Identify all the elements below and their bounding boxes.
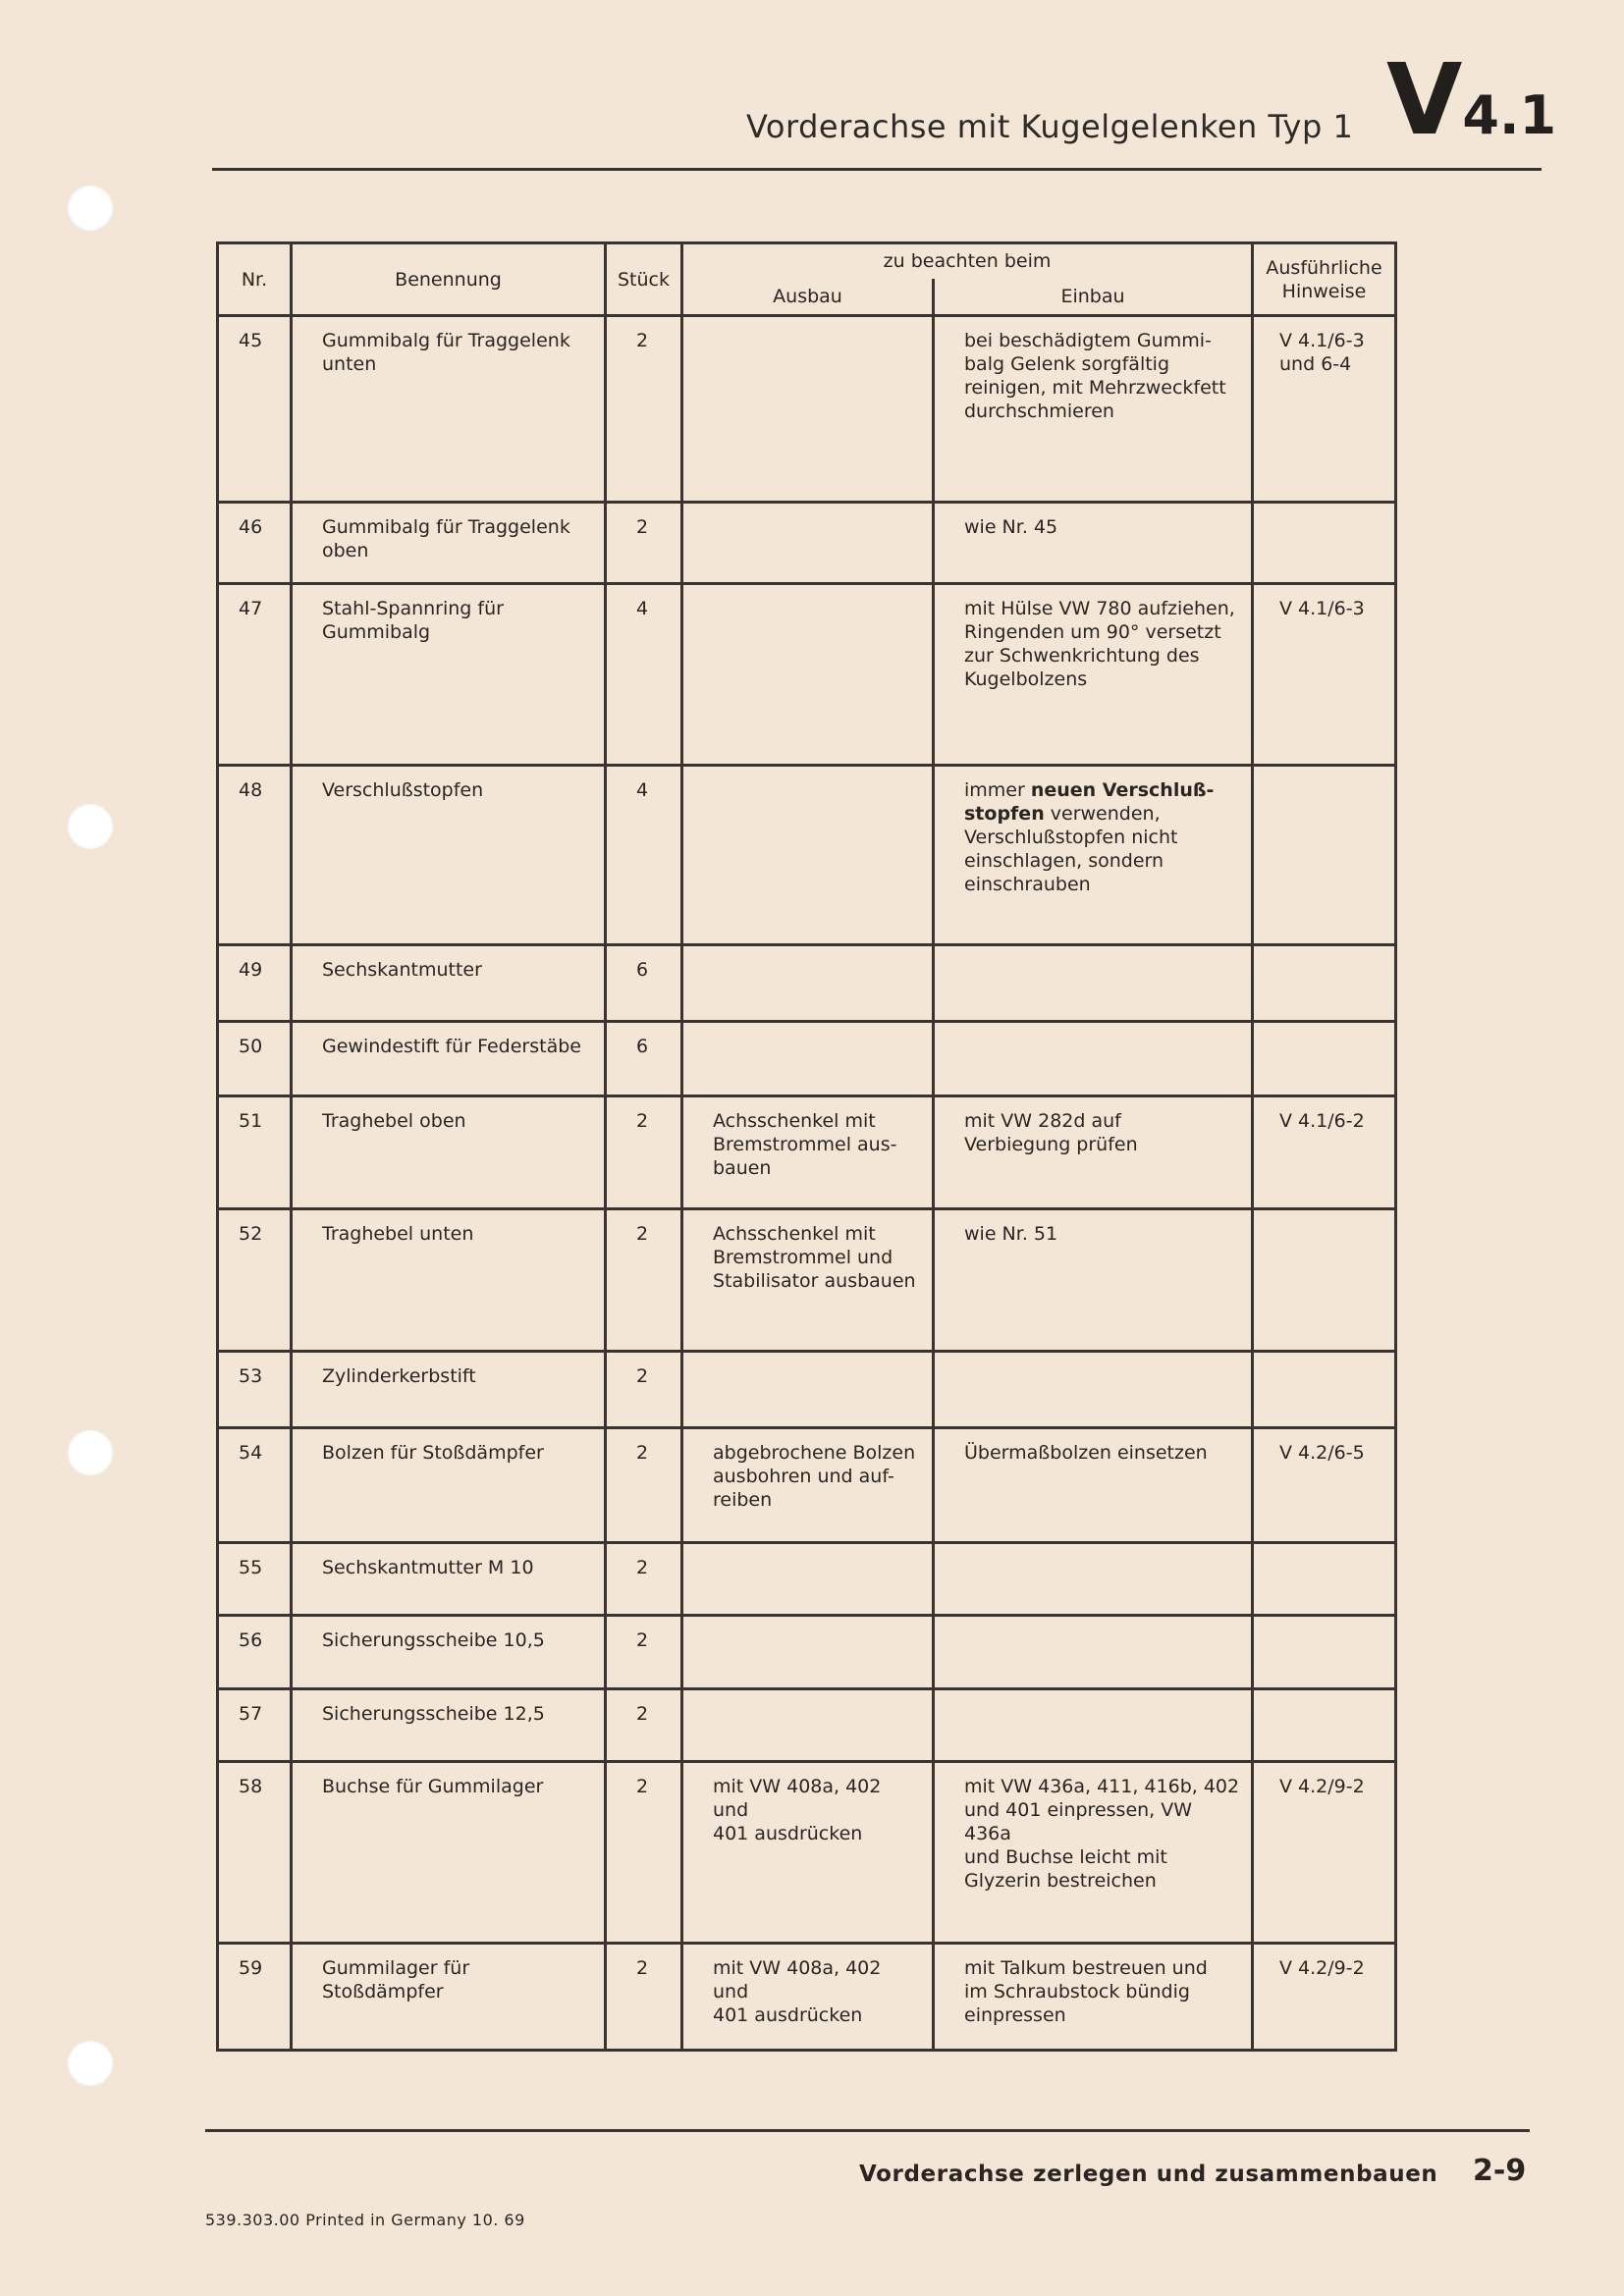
hinweise-cell: V 4.1/6-3 xyxy=(1253,584,1396,766)
nr-cell: 47 xyxy=(218,584,292,766)
header-stueck: Stück xyxy=(606,243,682,316)
benennung-cell: Buchse für Gummilager xyxy=(292,1762,606,1944)
hinweise-cell xyxy=(1253,1209,1396,1352)
benennung-cell: Gummibalg für Traggelenk unten xyxy=(292,316,606,503)
stueck-cell: 2 xyxy=(606,1689,682,1762)
stueck-cell: 2 xyxy=(606,503,682,584)
einbau-cell xyxy=(934,1616,1253,1689)
einbau-cell: mit VW 436a, 411, 416b, 402 und 401 einpressen, VW 436a und Buchse leicht mit Glyzerin bestreichen xyxy=(934,1762,1253,1944)
benennung-cell: Stahl-Spannring für Gummibalg xyxy=(292,584,606,766)
header-einbau: Einbau xyxy=(934,279,1253,316)
ausbau-cell xyxy=(682,1689,934,1762)
nr-cell: 45 xyxy=(218,316,292,503)
einbau-cell: mit Hülse VW 780 aufziehen, Ringenden um 90° versetzt zur Schwenkrichtung des Kugelbolzens xyxy=(934,584,1253,766)
stueck-cell: 6 xyxy=(606,945,682,1022)
nr-cell: 50 xyxy=(218,1022,292,1096)
stueck-cell: 4 xyxy=(606,766,682,945)
hinweise-cell: V 4.1/6-2 xyxy=(1253,1096,1396,1209)
stueck-cell: 2 xyxy=(606,1616,682,1689)
ausbau-cell xyxy=(682,584,934,766)
ausbau-cell xyxy=(682,1543,934,1616)
badge-number: 4.1 xyxy=(1462,84,1557,146)
ausbau-cell: Achsschenkel mit Bremstrommel und Stabilisator ausbauen xyxy=(682,1209,934,1352)
benennung-cell: Sechskantmutter xyxy=(292,945,606,1022)
stueck-cell: 2 xyxy=(606,1209,682,1352)
table-row xyxy=(218,584,1396,766)
nr-cell: 49 xyxy=(218,945,292,1022)
benennung-cell: Sicherungsscheibe 12,5 xyxy=(292,1689,606,1762)
benennung-cell: Gummibalg für Traggelenk oben xyxy=(292,503,606,584)
ausbau-cell xyxy=(682,503,934,584)
nr-cell: 55 xyxy=(218,1543,292,1616)
hinweise-cell: V 4.2/9-2 xyxy=(1253,1944,1396,2051)
ausbau-cell xyxy=(682,766,934,945)
hinweise-cell xyxy=(1253,1616,1396,1689)
header-ausbau: Ausbau xyxy=(682,279,934,316)
table-row xyxy=(218,1762,1396,1944)
benennung-cell: Verschlußstopfen xyxy=(292,766,606,945)
stueck-cell: 4 xyxy=(606,584,682,766)
punch-hole xyxy=(67,2040,114,2087)
einbau-text: immer xyxy=(964,779,1031,801)
hinweise-cell xyxy=(1253,1689,1396,1762)
stueck-cell: 6 xyxy=(606,1022,682,1096)
ausbau-cell xyxy=(682,316,934,503)
section-badge xyxy=(1386,42,1557,157)
stueck-cell: 2 xyxy=(606,1428,682,1543)
table-row xyxy=(218,1022,1396,1096)
table-row xyxy=(218,1689,1396,1762)
hinweise-cell xyxy=(1253,1352,1396,1428)
nr-cell: 53 xyxy=(218,1352,292,1428)
table-row xyxy=(218,945,1396,1022)
stueck-cell: 2 xyxy=(606,1096,682,1209)
section-title: Vorderachse zerlegen und zusammenbauen xyxy=(859,2162,1438,2187)
nr-cell: 58 xyxy=(218,1762,292,1944)
table-row xyxy=(218,316,1396,503)
benennung-cell: Gummilager für Stoßdämpfer xyxy=(292,1944,606,2051)
einbau-cell xyxy=(934,1352,1253,1428)
einbau-cell: bei beschädigtem Gummi- balg Gelenk sorgfältig reinigen, mit Mehrzweckfett durchschmieren xyxy=(934,316,1253,503)
ausbau-cell xyxy=(682,1616,934,1689)
header-hinweise: Ausführliche Hinweise xyxy=(1253,243,1396,316)
einbau-cell xyxy=(934,1689,1253,1762)
stueck-cell: 2 xyxy=(606,1352,682,1428)
header-benennung: Benennung xyxy=(292,243,606,316)
table-row xyxy=(218,1543,1396,1616)
hinweise-cell: V 4.2/9-2 xyxy=(1253,1762,1396,1944)
emphasis-text: neuen Verschluß- stopfen xyxy=(964,779,1215,825)
punch-hole xyxy=(67,803,114,850)
nr-cell: 52 xyxy=(218,1209,292,1352)
einbau-cell: wie Nr. 45 xyxy=(934,503,1253,584)
parts-table xyxy=(216,241,1397,2052)
ausbau-cell: Achsschenkel mit Bremstrommel aus- bauen xyxy=(682,1096,934,1209)
table-row xyxy=(218,1352,1396,1428)
stueck-cell: 2 xyxy=(606,1944,682,2051)
benennung-cell: Sicherungsscheibe 10,5 xyxy=(292,1616,606,1689)
einbau-cell xyxy=(934,1022,1253,1096)
hinweise-cell: V 4.2/6-5 xyxy=(1253,1428,1396,1543)
nr-cell: 54 xyxy=(218,1428,292,1543)
badge-letter: V xyxy=(1386,42,1463,157)
ausbau-cell xyxy=(682,1352,934,1428)
hinweise-cell xyxy=(1253,766,1396,945)
table-row xyxy=(218,503,1396,584)
ausbau-cell: mit VW 408a, 402 und 401 ausdrücken xyxy=(682,1944,934,2051)
table-row xyxy=(218,1209,1396,1352)
header-rule xyxy=(212,168,1542,171)
ausbau-cell: abgebrochene Bolzen ausbohren und auf- reiben xyxy=(682,1428,934,1543)
hinweise-cell xyxy=(1253,945,1396,1022)
punch-hole xyxy=(67,185,114,232)
table-row xyxy=(218,1428,1396,1543)
nr-cell: 57 xyxy=(218,1689,292,1762)
print-info: 539.303.00 Printed in Germany 10. 69 xyxy=(205,2211,525,2229)
ausbau-cell: mit VW 408a, 402 und 401 ausdrücken xyxy=(682,1762,934,1944)
table-row xyxy=(218,1616,1396,1689)
nr-cell: 48 xyxy=(218,766,292,945)
nr-cell: 59 xyxy=(218,1944,292,2051)
ausbau-cell xyxy=(682,945,934,1022)
hinweise-cell xyxy=(1253,1543,1396,1616)
hinweise-cell: V 4.1/6-3 und 6-4 xyxy=(1253,316,1396,503)
benennung-cell: Traghebel oben xyxy=(292,1096,606,1209)
einbau-cell: Übermaßbolzen einsetzen xyxy=(934,1428,1253,1543)
punch-hole xyxy=(67,1429,114,1476)
benennung-cell: Traghebel unten xyxy=(292,1209,606,1352)
page-title: Vorderachse mit Kugelgelenken Typ 1 xyxy=(746,108,1354,145)
page-number: 2-9 xyxy=(1473,2154,1527,2188)
nr-cell: 46 xyxy=(218,503,292,584)
nr-cell: 51 xyxy=(218,1096,292,1209)
header-zu-beachten: zu beachten beim xyxy=(682,243,1253,279)
benennung-cell: Sechskantmutter M 10 xyxy=(292,1543,606,1616)
nr-cell: 56 xyxy=(218,1616,292,1689)
benennung-cell: Gewindestift für Federstäbe xyxy=(292,1022,606,1096)
footer-rule xyxy=(205,2129,1530,2132)
einbau-cell xyxy=(934,945,1253,1022)
table-row xyxy=(218,766,1396,945)
table-row xyxy=(218,1944,1396,2051)
einbau-cell: mit VW 282d auf Verbiegung prüfen xyxy=(934,1096,1253,1209)
hinweise-cell xyxy=(1253,1022,1396,1096)
einbau-text: verwenden, Verschlußstopfen nicht einschlagen, sondern einschrauben xyxy=(964,803,1178,895)
einbau-cell xyxy=(934,1543,1253,1616)
stueck-cell: 2 xyxy=(606,316,682,503)
stueck-cell: 2 xyxy=(606,1543,682,1616)
einbau-cell xyxy=(934,766,1253,945)
einbau-cell: wie Nr. 51 xyxy=(934,1209,1253,1352)
header-nr: Nr. xyxy=(218,243,292,316)
benennung-cell: Bolzen für Stoßdämpfer xyxy=(292,1428,606,1543)
hinweise-cell xyxy=(1253,503,1396,584)
ausbau-cell xyxy=(682,1022,934,1096)
table-row xyxy=(218,1096,1396,1209)
einbau-cell: mit Talkum bestreuen und im Schraubstock bündig einpressen xyxy=(934,1944,1253,2051)
benennung-cell: Zylinderkerbstift xyxy=(292,1352,606,1428)
stueck-cell: 2 xyxy=(606,1762,682,1944)
